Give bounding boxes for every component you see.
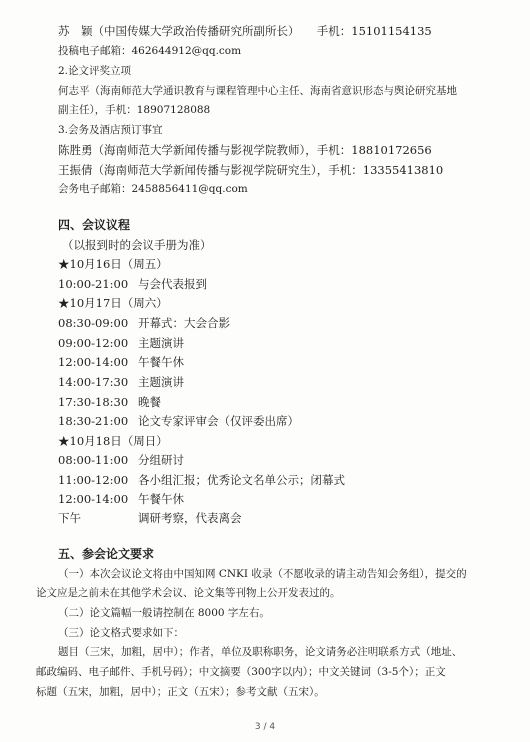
- agenda-row: [58, 375, 184, 389]
- papers-req-1a: （一）本次会议论文将由中国知网 CNKI 收录（不愿收录的请主动告知会务组），提交的: [58, 568, 467, 580]
- agenda-event: 开幕式：大会合影: [138, 316, 230, 330]
- agenda-time: 14:00-17:30: [58, 375, 129, 389]
- agenda-event: 与会代表报到: [138, 277, 207, 291]
- agenda-row: [58, 395, 161, 409]
- papers-req-4b: 邮政编码、电子邮件、手机号码）；中文摘要（300字以内）；中文关键词（3-5个）；正文: [36, 666, 446, 678]
- agenda-heading: 四、会议议程: [58, 218, 131, 232]
- agenda-row: [58, 316, 230, 330]
- contact-he-zhiping: 何志平（海南师范大学通识教育与课程管理中心主任、海南省意识形态与舆论研究基地: [58, 85, 457, 97]
- agenda-row: [58, 355, 184, 369]
- papers-req-2: （二）论文篇幅一般请控制在 8000 字左右。: [58, 607, 270, 619]
- agenda-time: 08:00-11:00: [58, 453, 129, 467]
- agenda-row: [58, 473, 345, 487]
- agenda-event: 调研考察，代表离会: [138, 511, 242, 525]
- agenda-row: [58, 511, 242, 525]
- contact-wang-zhenqian: 王振倩（海南师范大学新闻传播与影视学院研究生），手机：13355413810: [58, 163, 444, 177]
- papers-req-4a: 题目（三宋，加粗，居中）；作者，单位及职称职务，论文请务必注明联系方式（地址、: [58, 646, 463, 658]
- papers-req-4c: 标题（五宋，加粗，居中）；正文（五宋）；参考文献（五宋）。: [36, 686, 325, 698]
- agenda-time: 10:00-21:00: [58, 277, 129, 291]
- agenda-row: [58, 277, 207, 291]
- agenda-event: 主题演讲: [138, 336, 184, 350]
- agenda-note: （以报到时的会议手册为准）: [62, 238, 212, 252]
- agenda-time: 09:00-12:00: [58, 336, 129, 350]
- conference-email: 会务电子邮箱：2458856411@qq.com: [58, 183, 248, 195]
- agenda-event: 论文专家评审会（仅评委出席）: [138, 414, 299, 428]
- agenda-time: 12:00-14:00: [58, 355, 129, 369]
- agenda-day-1: ★10月16日（周五）: [58, 257, 168, 271]
- papers-req-1b: 论文应是之前未在其他学术会议、论文集等刊物上公开发表过的。: [36, 587, 341, 599]
- agenda-time: 下午: [58, 511, 81, 525]
- section-item-2-title: 2.论文评奖立项: [58, 65, 132, 77]
- agenda-time: 17:30-18:30: [58, 395, 129, 409]
- agenda-event: 午餐午休: [138, 492, 184, 506]
- agenda-row: [58, 492, 184, 506]
- agenda-time: 11:00-12:00: [58, 473, 129, 487]
- agenda-time: 12:00-14:00: [58, 492, 129, 506]
- submission-email: 投稿电子邮箱：462644912@qq.com: [58, 45, 242, 57]
- agenda-event: 各小组汇报；优秀论文名单公示；闭幕式: [138, 473, 345, 487]
- agenda-event: 晚餐: [138, 395, 161, 409]
- agenda-event: 分组研讨: [138, 453, 184, 467]
- section-item-3-title: 3.会务及酒店预订事宜: [58, 124, 163, 136]
- agenda-event: 主题演讲: [138, 375, 184, 389]
- papers-heading: 五、参会论文要求: [58, 547, 155, 561]
- agenda-row: [58, 336, 184, 350]
- agenda-row: [58, 414, 299, 428]
- contact-he-zhiping-cont: 副主任），手机：18907128088: [58, 104, 211, 116]
- page-number: 3 / 4: [254, 722, 276, 732]
- agenda-day-3: ★10月18日（周日）: [58, 434, 168, 448]
- agenda-event: 午餐午休: [138, 355, 184, 369]
- papers-req-3: （三）论文格式要求如下：: [58, 627, 184, 639]
- agenda-row: [58, 453, 184, 467]
- contact-su-ying: 苏 颖（中国传媒大学政治传播研究所副所长） 手机：15101154135: [58, 24, 432, 38]
- contact-chen-shengyong: 陈胜勇（海南师范大学新闻传播与影视学院教师），手机：18810172656: [58, 143, 432, 157]
- agenda-time: 08:30-09:00: [58, 316, 129, 330]
- agenda-day-2: ★10月17日（周六）: [58, 296, 168, 310]
- agenda-time: 18:30-21:00: [58, 414, 129, 428]
